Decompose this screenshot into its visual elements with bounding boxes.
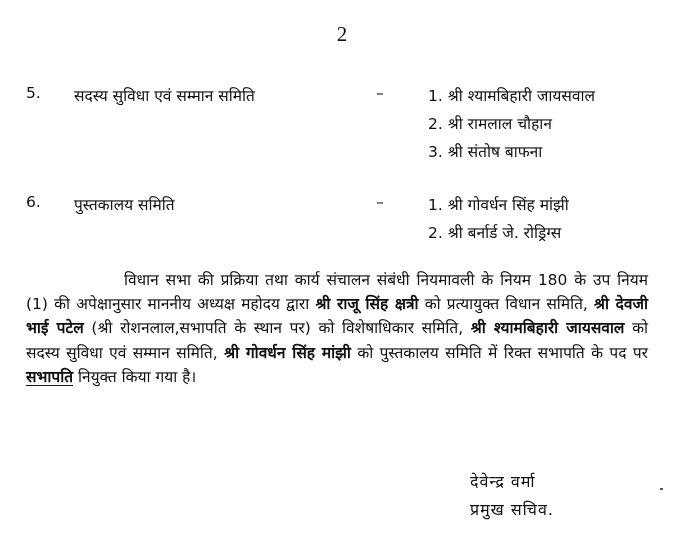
bold-name: श्री राजू सिंह क्षत्री xyxy=(315,295,419,314)
committee-member: 2. श्री रामलाल चौहान xyxy=(428,115,552,133)
committee-name: पुस्तकालय समिति xyxy=(74,196,175,214)
committee-member: 1. श्री श्यामबिहारी जायसवाल xyxy=(428,87,596,105)
bold-name: श्री श्यामबिहारी जायसवाल xyxy=(470,319,625,338)
separator-dash: – xyxy=(376,193,384,211)
paragraph-text: विधान सभा की प्रक्रिया तथा कार्य संचालन संबंधी नियमावली के नियम 180 के उप नियम (1) की अपेक्षानुसार माननीय अध्यक्ष महोदय द्वारा xyxy=(26,271,648,314)
body-paragraph xyxy=(26,268,648,389)
page-number: 2 xyxy=(336,22,348,46)
paragraph-text: को पुस्तकालय समिति में रिक्त सभापति के पद पर xyxy=(350,343,648,362)
bold-name: श्री देवजी भाई पटेल xyxy=(26,295,649,338)
paragraph-text: नियुक्त किया गया है। xyxy=(73,367,197,386)
committee-name: सदस्य सुविधा एवं सम्मान समिति xyxy=(74,87,255,105)
committee-member: 3. श्री संतोष बाफना xyxy=(428,143,543,161)
paragraph-text: को प्रत्यायुक्त विधान समिति, xyxy=(418,295,595,314)
committee-member: 2. श्री बर्नार्ड जे. रोड्रिग्स xyxy=(428,224,562,242)
committee-number: 6. xyxy=(26,193,41,211)
signatory-designation: प्रमुख सचिव. xyxy=(470,500,554,519)
committee-number: 5. xyxy=(26,84,41,102)
bold-name: श्री गोवर्धन सिंह मांझी xyxy=(224,343,351,362)
separator-dash: – xyxy=(376,84,384,102)
signatory-name: देवेन्द्र वर्मा xyxy=(470,472,536,491)
underlined-post: सभापति xyxy=(26,367,74,386)
paragraph-text: को सदस्य सुविधा एवं सम्मान समिति, xyxy=(26,319,648,362)
scan-speck xyxy=(660,488,663,490)
committee-member: 1. श्री गोवर्धन सिंह मांझी xyxy=(428,196,569,214)
paragraph-text: (श्री रोशनलाल,सभापति के स्थान पर) को विशेषाधिकार समिति, xyxy=(83,319,471,338)
